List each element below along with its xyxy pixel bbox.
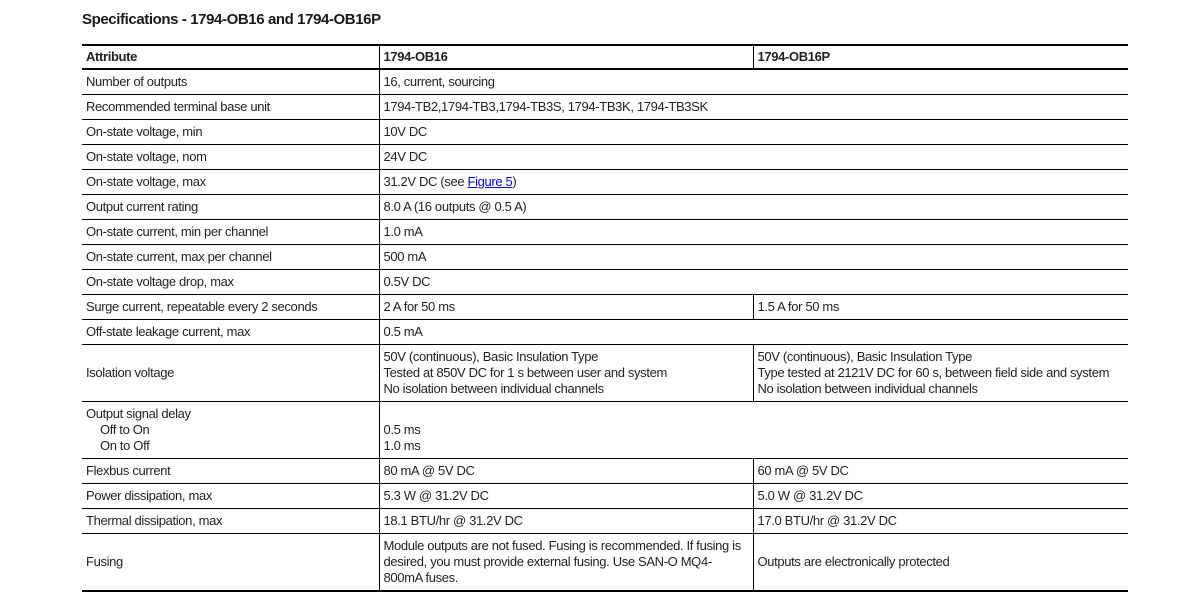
value-line: 1.0 ms [383, 438, 421, 453]
ob16-cell: 18.1 BTU/hr @ 31.2V DC [379, 509, 753, 534]
table-row [82, 320, 1128, 345]
attr-cell [82, 402, 379, 459]
ob16-cell: 2 A for 50 ms [379, 295, 753, 320]
value-cell: 0.5 mA [379, 320, 1128, 345]
value-text: 31.2V DC (see [383, 174, 468, 189]
table-row [82, 195, 1128, 220]
attr-cell: Fusing [82, 534, 379, 592]
value-line: Type tested at 2121V DC for 60 s, between field side and system [757, 365, 1110, 380]
value-cell: 10V DC [379, 120, 1128, 145]
table-row [82, 534, 1128, 592]
value-cell [379, 170, 1128, 195]
table-row [82, 220, 1128, 245]
value-cell: 500 mA [379, 245, 1128, 270]
header-1794-ob16p: 1794-OB16P [753, 45, 1128, 69]
table-row [82, 484, 1128, 509]
attr-cell: On-state current, max per channel [82, 245, 379, 270]
value-cell: 8.0 A (16 outputs @ 0.5 A) [379, 195, 1128, 220]
value-line: 50V (continuous), Basic Insulation Type [757, 349, 972, 364]
value-line: No isolation between individual channels [757, 381, 978, 396]
value-text: ) [512, 174, 517, 189]
ob16-cell: 5.3 W @ 31.2V DC [379, 484, 753, 509]
value-cell: 1794-TB2,1794-TB3,1794-TB3S, 1794-TB3K, 1794-TB3SK [379, 95, 1128, 120]
attr-cell: On-state voltage drop, max [82, 270, 379, 295]
attr-cell: On-state current, min per channel [82, 220, 379, 245]
attr-cell: Recommended terminal base unit [82, 95, 379, 120]
attr-cell: Flexbus current [82, 459, 379, 484]
value-cell: 16, current, sourcing [379, 69, 1128, 95]
value-line: No isolation between individual channels [383, 381, 604, 396]
ob16-cell: Module outputs are not fused. Fusing is recommended. If fusing is desired, you must provide external fusing. Use SAN-O MQ4-800mA fuses. [379, 534, 753, 592]
table-row [82, 170, 1128, 195]
attr-cell: Isolation voltage [82, 345, 379, 402]
table-row [82, 145, 1128, 170]
value-cell: 1.0 mA [379, 220, 1128, 245]
attr-cell: Output current rating [82, 195, 379, 220]
attr-cell: On-state voltage, nom [82, 145, 379, 170]
ob16-cell [379, 345, 753, 402]
value-cell: 24V DC [379, 145, 1128, 170]
value-cell: 0.5V DC [379, 270, 1128, 295]
table-row [82, 295, 1128, 320]
attr-label: Output signal delay [86, 406, 191, 421]
attr-sublabel: On to Off [100, 438, 150, 453]
table-row [82, 95, 1128, 120]
table-row [82, 270, 1128, 295]
table-row [82, 509, 1128, 534]
ob16p-cell [753, 345, 1128, 402]
value-line: 0.5 ms [383, 422, 421, 437]
table-row [82, 459, 1128, 484]
table-row [82, 120, 1128, 145]
header-attribute: Attribute [86, 49, 138, 64]
header-1794-ob16: 1794-OB16 [379, 45, 753, 69]
value-line: Tested at 850V DC for 1 s between user and system [383, 365, 667, 380]
attr-cell: On-state voltage, max [82, 170, 379, 195]
specifications-table [82, 44, 1128, 592]
table-header-row [82, 45, 1128, 69]
table-row [82, 402, 1128, 459]
ob16p-cell: 60 mA @ 5V DC [753, 459, 1128, 484]
attr-cell: Thermal dissipation, max [82, 509, 379, 534]
attr-cell: Power dissipation, max [82, 484, 379, 509]
value-line: 50V (continuous), Basic Insulation Type [383, 349, 598, 364]
table-row [82, 245, 1128, 270]
table-row [82, 345, 1128, 402]
ob16p-cell: 5.0 W @ 31.2V DC [753, 484, 1128, 509]
ob16p-cell: Outputs are electronically protected [753, 534, 1128, 592]
figure-5-link[interactable]: Figure 5 [467, 174, 513, 189]
ob16p-cell: 1.5 A for 50 ms [753, 295, 1128, 320]
page-title: Specifications - 1794-OB16 and 1794-OB16P [82, 11, 381, 28]
ob16p-cell: 17.0 BTU/hr @ 31.2V DC [753, 509, 1128, 534]
ob16-cell: 80 mA @ 5V DC [379, 459, 753, 484]
value-cell [379, 402, 1128, 459]
attr-cell: Off-state leakage current, max [82, 320, 379, 345]
attr-sublabel: Off to On [100, 422, 150, 437]
table-row [82, 69, 1128, 95]
attr-cell: Surge current, repeatable every 2 seconds [82, 295, 379, 320]
attr-cell: Number of outputs [86, 74, 187, 89]
attr-cell: On-state voltage, min [82, 120, 379, 145]
